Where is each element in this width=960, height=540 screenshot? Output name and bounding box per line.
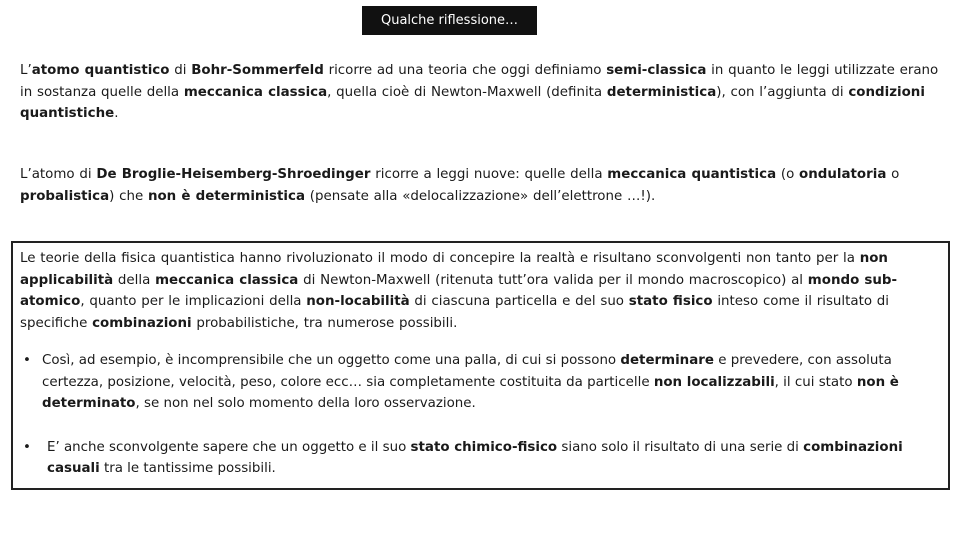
bold-text-run: condizioni quantistiche [20, 84, 925, 121]
text-run: probabilistiche, tra numerose possibili. [191, 315, 458, 331]
bold-text-run: semi-classica [606, 63, 707, 78]
text-run: inteso come il risultato di specifiche [20, 294, 890, 331]
bold-text-run: Bohr-Sommerfeld [191, 63, 324, 78]
bold-text-run: non-locabilità [306, 294, 410, 309]
bullet-text [47, 440, 903, 477]
bullet-text [42, 353, 899, 411]
bold-text-run: combinazioni [92, 315, 192, 331]
bold-text-run: non localizzabili [653, 374, 775, 390]
text-run: di ciascuna particella e del suo [409, 294, 629, 309]
text-run: ), con l’aggiunta di [716, 84, 849, 100]
bold-text-run: meccanica classica [155, 272, 299, 288]
text-run: siano solo il risultato di una serie di [557, 439, 804, 455]
text-run: , se non nel solo momento della loro osservazione. [135, 396, 476, 411]
text-run: L’atomo di [20, 167, 97, 182]
text-run: Così, ad esempio, è incomprensibile che un oggetto come una palla, di cui si possono [42, 353, 621, 368]
bold-text-run: probalistica [20, 188, 110, 204]
box-paragraph [20, 248, 942, 334]
text-run: ricorre ad una teoria che oggi definiamo [323, 63, 607, 78]
text-run: della [113, 272, 156, 288]
text-run: o [886, 167, 900, 182]
bullet-list [23, 350, 943, 502]
bold-text-run: mondo sub-atomico [20, 272, 898, 309]
bullet-dot: • [23, 439, 31, 455]
text-run: (pensate alla «delocalizzazione» dell’elettrone …!). [304, 188, 656, 204]
bold-text-run: non applicabilità [20, 251, 888, 288]
text-run: , quella cioè di Newton-Maxwell (definita [327, 84, 607, 100]
text-run: di [169, 63, 192, 78]
bold-text-run: determinare [620, 353, 714, 368]
text-run: L’ [20, 63, 32, 78]
text-run: e prevedere, con assoluta certezza, posizione, velocità, peso, colore ecc… sia completamente costituita da particelle [42, 353, 892, 390]
bold-text-run: meccanica quantistica [607, 167, 777, 182]
text-run: in quanto le leggi utilizzate erano in sostanza quelle della [20, 63, 939, 100]
text-run: (o [776, 167, 800, 182]
bold-text-run: ondulatoria [799, 167, 887, 182]
bold-text-run: non è determinato [42, 374, 899, 411]
text-run: tra le tantissime possibili. [99, 461, 276, 476]
bold-text-run: deterministica [606, 84, 717, 100]
text-run: ricorre a leggi nuove: quelle della [370, 167, 608, 182]
bullet-item-palla [23, 350, 943, 415]
slide-title: Qualche riflessione… [362, 6, 537, 35]
text-run: ) che [109, 188, 148, 204]
text-run: , quanto per le implicazioni della [80, 294, 307, 309]
bold-text-run: meccanica classica [183, 84, 328, 100]
bold-text-run: De Broglie-Heisemberg-Shroedinger [96, 167, 371, 182]
bold-text-run: non è deterministica [147, 188, 305, 204]
bullet-dot: • [23, 353, 31, 368]
bullet-item-combinazioni [23, 437, 943, 480]
text-run: E’ anche sconvolgente sapere che un oggetto e il suo [47, 439, 411, 455]
bold-text-run: combinazioni casuali [47, 439, 903, 476]
text-run: Le teorie della fisica quantistica hanno rivoluzionato il modo di concepire la realtà e risultano sconvolgenti non tanto per la [20, 251, 860, 266]
text-run: . [114, 106, 119, 121]
text-run: , il cui stato [774, 374, 857, 390]
highlight-box [11, 241, 950, 490]
text-run: di Newton-Maxwell (ritenuta tutt’ora valida per il mondo macroscopico) al [298, 272, 808, 288]
paragraph-bohr-sommerfeld [20, 60, 940, 125]
bold-text-run: stato fisico [628, 294, 713, 309]
bold-text-run: atomo quantistico [31, 63, 170, 78]
bold-text-run: stato chimico-fisico [410, 439, 558, 455]
paragraph-de-broglie [20, 164, 940, 207]
